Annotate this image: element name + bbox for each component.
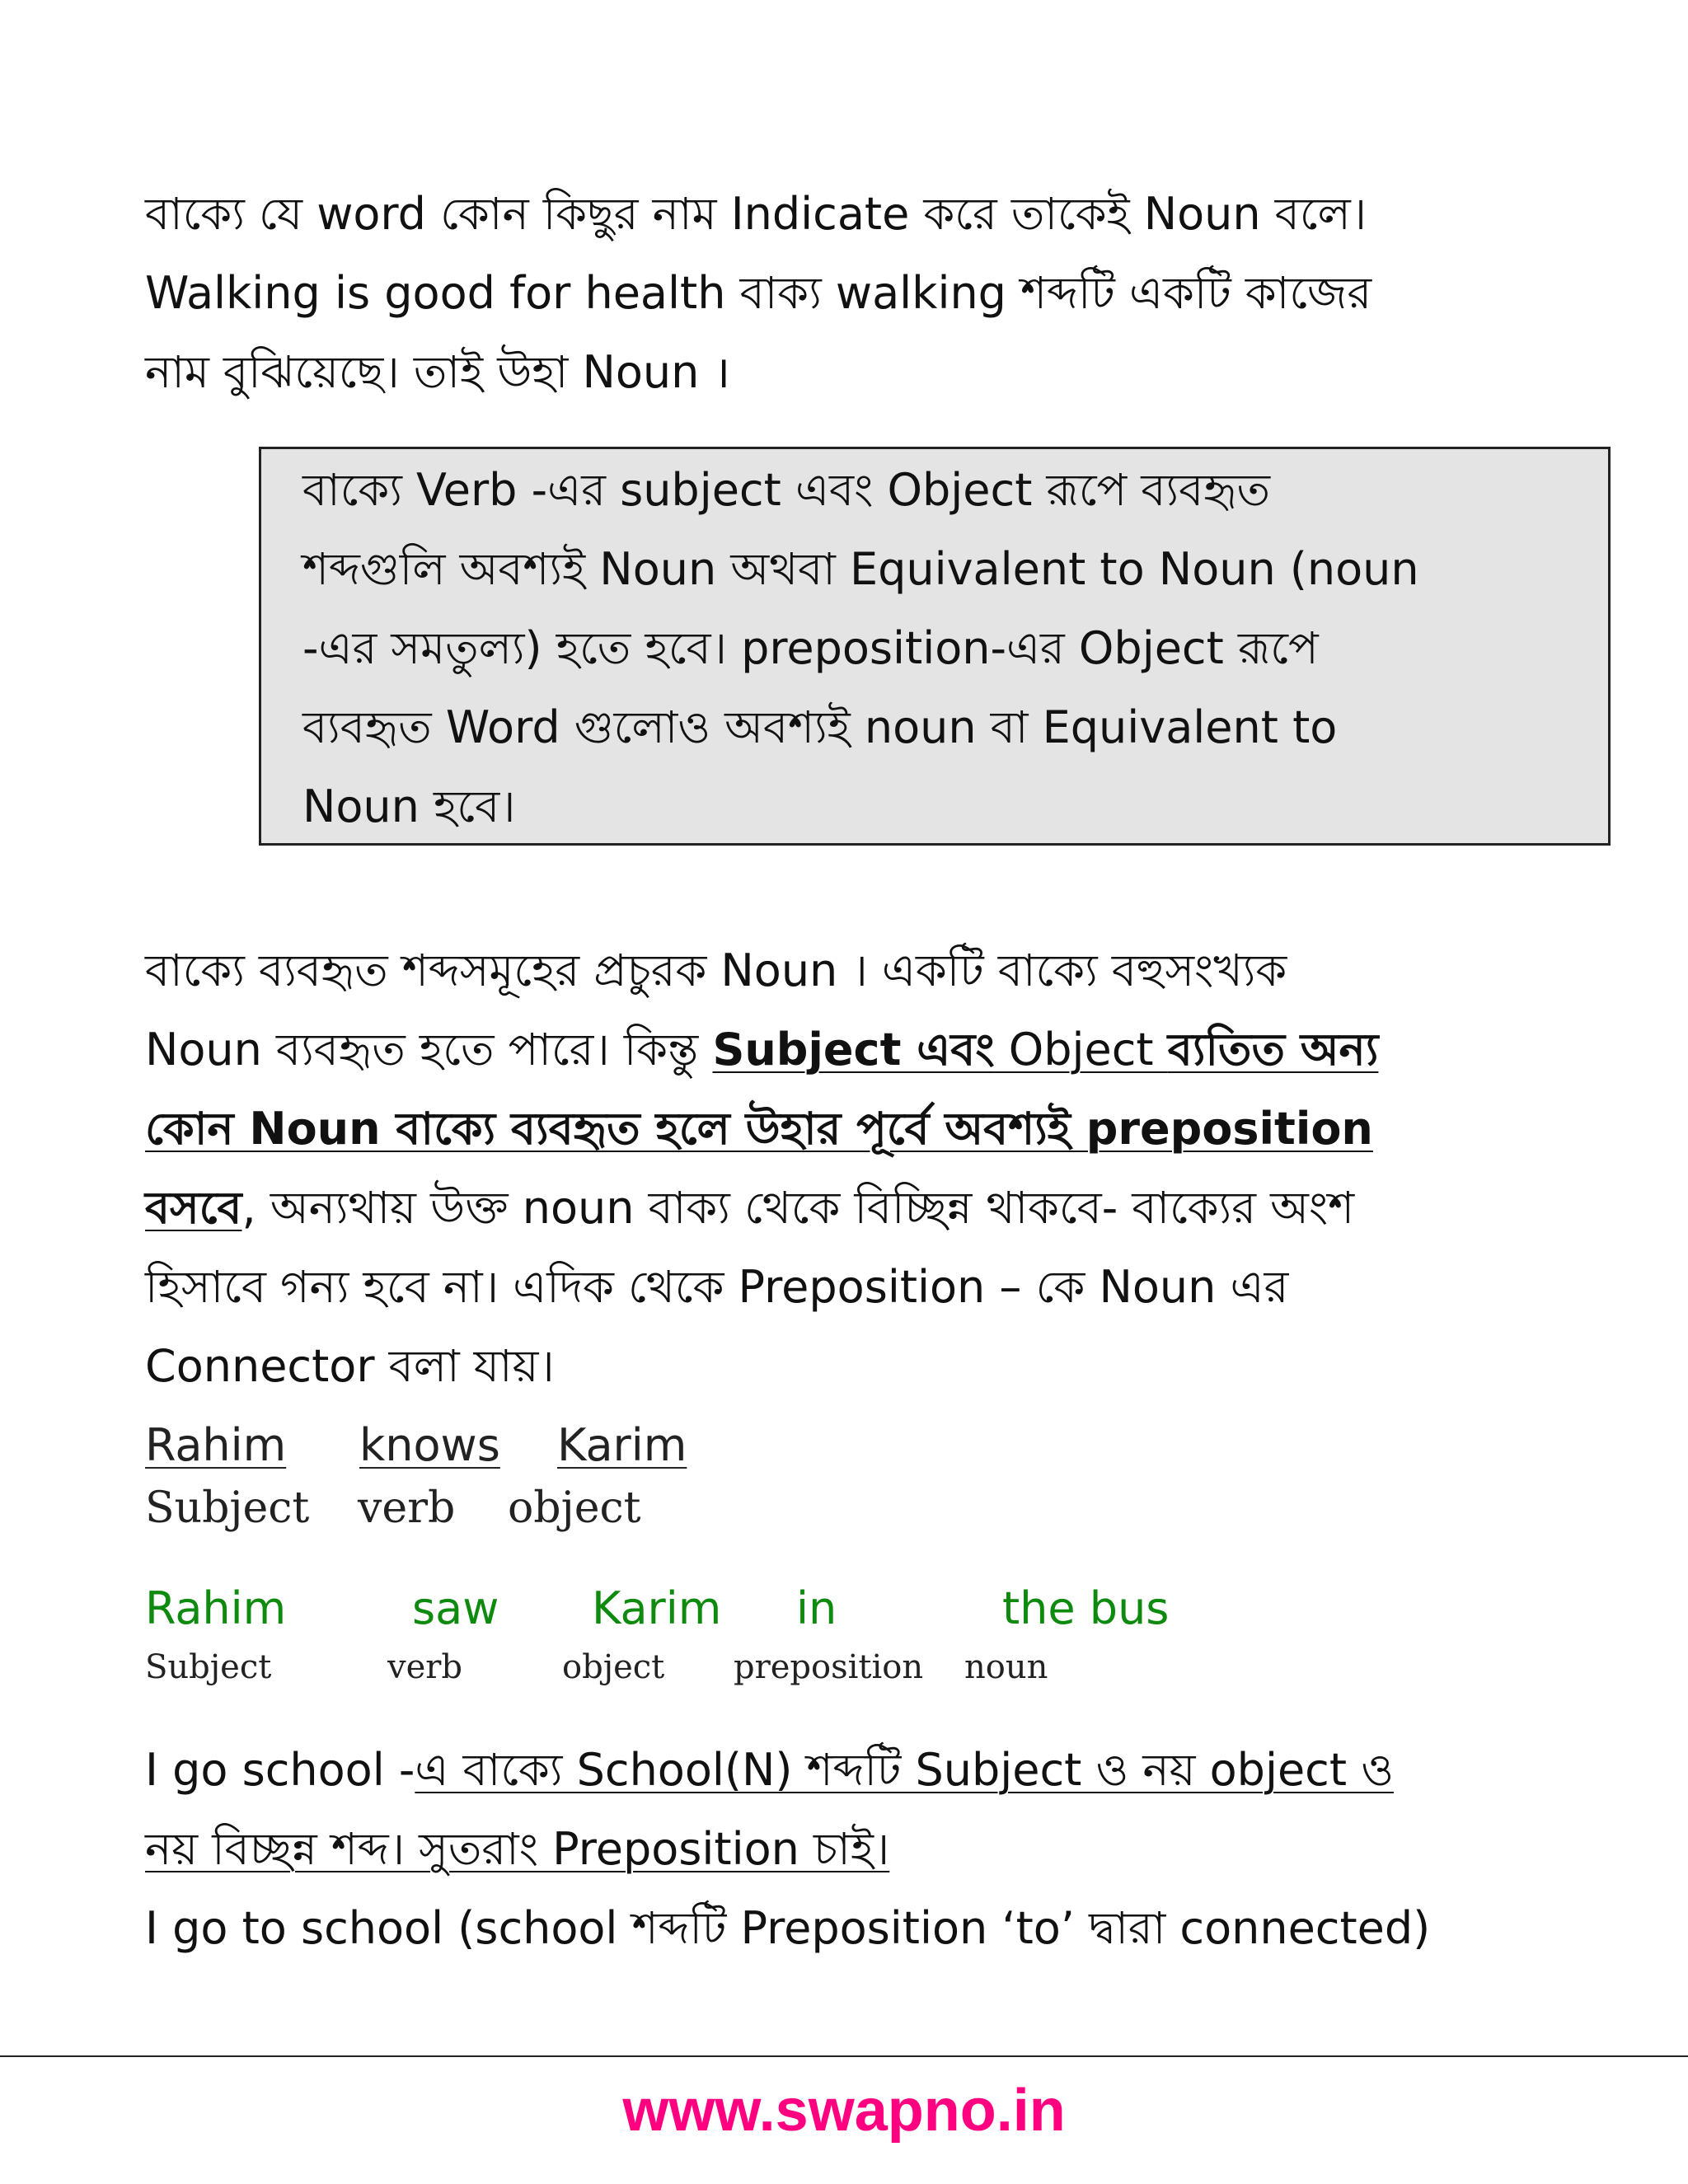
paragraph-3-line-1	[145, 1731, 1394, 1810]
website-link[interactable]: www.swapno.in	[622, 2078, 1066, 2144]
note-box	[259, 447, 1611, 846]
example-2-role: noun	[964, 1648, 1048, 1686]
example-1-word: Rahim	[145, 1419, 287, 1471]
emphasis-subject-and: Subject এবং	[712, 1024, 995, 1076]
example-1-role: object	[508, 1483, 641, 1533]
footer-rule	[0, 2055, 1688, 2057]
paragraph-1-line-1: বাক্যে যে word কোন কিছুর নাম Indicate করে তাকেই Noun বলে।	[145, 188, 1367, 240]
paragraph-3-line-1-text: I go school -	[145, 1744, 415, 1796]
paragraph-1-line-3: নাম বুঝিয়েছে। তাই উহা Noun ।	[145, 346, 731, 398]
paragraph-2-line-2-text: Noun ব্যবহৃত হতে পারে। কিন্তু	[145, 1024, 713, 1076]
paragraph-2-line-6: Connector বলা যায়।	[145, 1340, 555, 1392]
example-1-word: knows	[359, 1419, 500, 1471]
emphasis-will-sit: বসবে	[145, 1182, 242, 1234]
example-2-role: Subject	[145, 1648, 272, 1686]
example-2-word: the bus	[1002, 1582, 1170, 1634]
example-1-role: Subject	[145, 1483, 310, 1533]
example-2-role: object	[562, 1648, 665, 1686]
paragraph-3-line-2: নয় বিচ্ছন্ন শব্দ। সুতরাং Preposition চাই।	[145, 1823, 890, 1875]
paragraph-3-line-3: I go to school (school শব্দটি Preposition ‘to’ দ্বারা connected)	[145, 1902, 1431, 1954]
example-2-role: preposition	[734, 1648, 924, 1686]
paragraph-2-line-3-emphasis: কোন Noun বাক্যে ব্যবহৃত হলে উহার পূর্বে অবশ্যই preposition	[145, 1103, 1373, 1155]
note-line-5: Noun হবে।	[302, 780, 516, 832]
paragraph-2-line-2	[145, 1010, 1378, 1090]
example-2-word: in	[796, 1582, 837, 1634]
paragraph-1-line-2: Walking is good for health বাক্য walking শব্দটি একটি কাজের	[145, 267, 1372, 319]
note-line-3: -এর সমতুল্য) হতে হবে। preposition-এর Object রূপে	[302, 622, 1319, 674]
paragraph-3-line-1-underlined: এ বাক্যে School(N) শব্দটি Subject ও নয় object ও	[415, 1744, 1394, 1796]
note-line-2: শব্দগুলি অবশ্যই Noun অথবা Equivalent to Noun (noun	[302, 543, 1419, 595]
example-1-role: verb	[358, 1483, 456, 1533]
example-1-word: Karim	[557, 1419, 687, 1471]
note-line-1: বাক্যে Verb -এর subject এবং Object রূপে ব্যবহৃত	[302, 464, 1271, 516]
example-2-word: Karim	[592, 1582, 722, 1634]
paragraph-2-line-4	[145, 1169, 1354, 1248]
paragraph-2-line-4-text: , অন্যথায় উক্ত noun বাক্য থেকে বিচ্ছিন্ন থাকবে- বাক্যের অংশ	[241, 1182, 1355, 1234]
paragraph-2-line-5: হিসাবে গন্য হবে না। এদিক থেকে Preposition – কে Noun এর	[145, 1261, 1289, 1313]
emphasis-except-other: ব্যতিত অন্য	[1167, 1024, 1379, 1076]
emphasis-object: Object	[994, 1024, 1168, 1076]
example-2-word: Rahim	[145, 1582, 287, 1634]
example-2-role: verb	[387, 1648, 462, 1686]
paragraph-2-line-1: বাক্যে ব্যবহৃত শব্দসমূহের প্রচুরক Noun । একটি বাক্যে বহুসংখ্যক	[145, 944, 1287, 996]
example-2-word: saw	[412, 1582, 499, 1634]
note-line-4: ব্যবহৃত Word গুলোও অবশ্যই noun বা Equivalent to	[302, 701, 1338, 753]
